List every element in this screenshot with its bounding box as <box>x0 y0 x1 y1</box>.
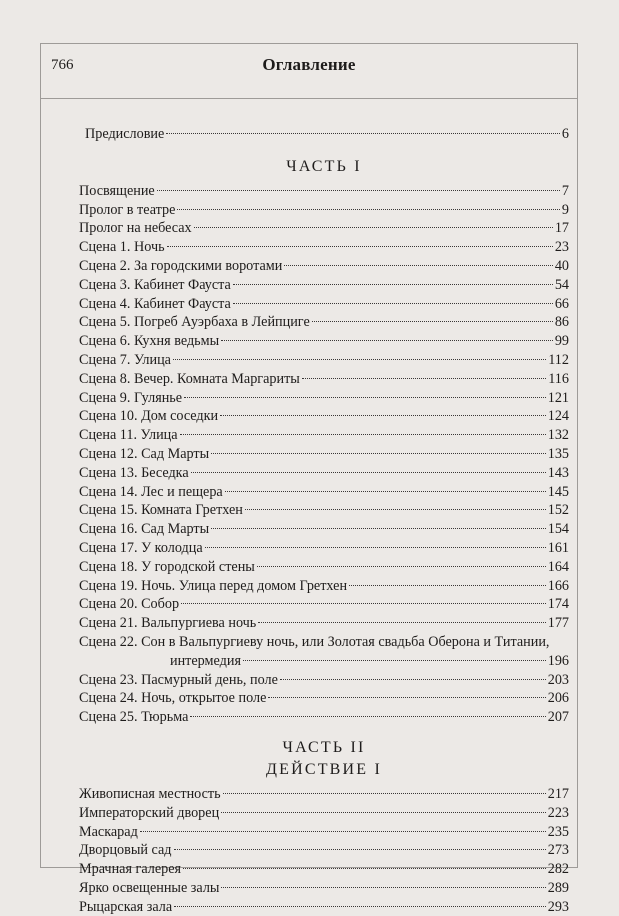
act-heading: ДЕЙСТВИЕ I <box>265 760 382 778</box>
toc-entry[interactable] <box>79 407 569 426</box>
toc-entry-title: Живописная местность <box>79 785 221 802</box>
dot-leader <box>174 906 546 907</box>
toc-entry-title: Сцена 3. Кабинет Фауста <box>79 276 231 293</box>
part1-entries <box>79 182 569 633</box>
dot-leader <box>245 509 546 510</box>
toc-entry-title: Сцена 7. Улица <box>79 351 171 368</box>
dot-leader <box>221 812 546 813</box>
dot-leader <box>220 415 546 416</box>
dot-leader <box>205 547 546 548</box>
toc-entry-page: 289 <box>547 879 569 896</box>
toc-entry[interactable] <box>79 483 569 502</box>
part-heading: ЧАСТЬ I <box>286 157 362 175</box>
toc-entry-page: 143 <box>547 464 569 481</box>
toc-entry-page: 112 <box>548 351 569 368</box>
toc-entry-title: Сцена 18. У городской стены <box>79 558 255 575</box>
dot-leader <box>184 397 546 398</box>
toc-entry-page: 203 <box>547 671 569 688</box>
dot-leader <box>167 246 553 247</box>
toc-entry-page: 66 <box>554 295 569 312</box>
toc-entry[interactable] <box>79 708 569 727</box>
toc-entry[interactable] <box>79 238 569 257</box>
toc-entry[interactable] <box>79 860 569 879</box>
toc-entry-page: 23 <box>554 239 569 256</box>
dot-leader <box>190 716 545 717</box>
dot-leader <box>166 133 560 134</box>
toc-entry-title: Сцена 19. Ночь. Улица перед домом Гретхен <box>79 577 348 594</box>
toc-entry[interactable] <box>79 464 569 483</box>
toc-entry-page: 282 <box>547 861 569 878</box>
toc-entry[interactable] <box>79 295 569 314</box>
dot-leader <box>233 303 553 304</box>
toc-entry-title: Сцена 20. Собор <box>79 596 180 613</box>
toc-entry-page: 124 <box>547 408 569 425</box>
toc-entry[interactable] <box>79 445 569 464</box>
dot-leader <box>223 793 546 794</box>
toc-entry[interactable] <box>79 614 569 633</box>
toc-entry-page: 99 <box>554 333 569 350</box>
toc-entry-title: Сцена 6. Кухня ведьмы <box>79 333 220 350</box>
table-of-contents <box>79 125 569 916</box>
toc-entry-title: Предисловие <box>85 126 165 142</box>
toc-entry[interactable] <box>79 389 569 408</box>
page-number: 766 <box>51 57 74 73</box>
dot-leader <box>181 603 546 604</box>
toc-entry-title: интермедия <box>170 652 241 669</box>
toc-entry[interactable] <box>79 689 569 708</box>
dot-leader <box>174 849 546 850</box>
part2-entries <box>79 785 569 916</box>
page-title: Оглавление <box>262 55 356 74</box>
toc-entry-page: 132 <box>547 427 569 444</box>
dot-leader <box>194 227 553 228</box>
toc-entry-title: Сцена 17. У колодца <box>79 539 203 556</box>
toc-entry[interactable] <box>79 276 569 295</box>
toc-entry-title: Сцена 25. Тюрьма <box>79 709 189 726</box>
toc-entry-title: Сцена 15. Комната Гретхен <box>79 502 243 519</box>
dot-leader <box>302 378 546 379</box>
toc-entry-page: 164 <box>547 558 569 575</box>
dot-leader <box>349 585 546 586</box>
toc-entry-title: Сцена 10. Дом соседки <box>79 408 219 425</box>
toc-entry-page: 54 <box>554 276 569 293</box>
dot-leader <box>173 359 546 360</box>
toc-entry-page: 152 <box>547 502 569 519</box>
dot-leader <box>233 284 553 285</box>
toc-entry-title: Мрачная галерея <box>79 861 182 878</box>
dot-leader <box>258 622 545 623</box>
dot-leader <box>312 321 553 322</box>
toc-entry-title: Рыцарская зала <box>79 898 173 915</box>
toc-entry-page: 17 <box>554 220 569 237</box>
dot-leader <box>211 528 546 529</box>
toc-entry-page: 121 <box>547 389 569 406</box>
toc-entry-page: 174 <box>547 596 569 613</box>
toc-entry[interactable] <box>79 785 569 804</box>
toc-entry-title: Императорский дворец <box>79 804 220 821</box>
toc-entry-page: 293 <box>547 898 569 915</box>
toc-entry-page: 177 <box>547 615 569 632</box>
toc-entry-page: 154 <box>547 521 569 538</box>
toc-entry-page: 7 <box>561 182 569 199</box>
toc-entry[interactable] <box>79 558 569 577</box>
toc-entry-title: Дворцовый сад <box>79 842 172 859</box>
toc-entry-title: Сцена 14. Лес и пещера <box>79 483 223 500</box>
dot-leader <box>268 697 545 698</box>
toc-entry-page: 161 <box>547 539 569 556</box>
toc-entry[interactable] <box>79 257 569 276</box>
dot-leader <box>177 209 560 210</box>
toc-entry-title: Сцена 1. Ночь <box>79 239 165 256</box>
dot-leader <box>180 434 546 435</box>
toc-entry-title: Ярко освещенные залы <box>79 879 220 896</box>
toc-entry[interactable] <box>79 182 569 201</box>
toc-entry-title: Маскарад <box>79 823 138 840</box>
dot-leader <box>183 868 546 869</box>
toc-entry-title: Сцена 12. Сад Марты <box>79 445 210 462</box>
toc-entry-title: Посвящение <box>79 182 155 199</box>
toc-entry[interactable] <box>79 201 569 220</box>
toc-entry-page: 235 <box>547 823 569 840</box>
toc-entry-title: Сцена 22. Сон в Вальпургиеву ночь, или Золотая свадьба Оберона и Титании, <box>79 633 550 650</box>
dot-leader <box>191 472 546 473</box>
toc-entry[interactable] <box>79 426 569 445</box>
toc-entry-page: 40 <box>554 257 569 274</box>
toc-entry-title: Сцена 9. Гулянье <box>79 389 183 406</box>
toc-entry-page: 196 <box>547 652 569 669</box>
toc-entry[interactable] <box>79 633 569 652</box>
toc-entry-page: 6 <box>561 126 569 142</box>
toc-entry-preface[interactable] <box>85 125 569 144</box>
toc-entry-page: 273 <box>547 842 569 859</box>
dot-leader <box>243 660 546 661</box>
toc-entry[interactable] <box>79 351 569 370</box>
toc-entry-page: 217 <box>547 785 569 802</box>
toc-entry-title: Сцена 16. Сад Марты <box>79 521 210 538</box>
toc-entry-title: Пролог на небесах <box>79 220 192 237</box>
toc-entry-page: 166 <box>547 577 569 594</box>
dot-leader <box>280 679 546 680</box>
running-header <box>40 43 578 99</box>
toc-entry[interactable] <box>79 539 569 558</box>
dot-leader <box>257 566 546 567</box>
dot-leader <box>140 831 546 832</box>
toc-entry-title: Сцена 13. Беседка <box>79 464 189 481</box>
toc-entry[interactable] <box>79 332 569 351</box>
toc-entry[interactable] <box>79 879 569 898</box>
toc-entry-page: 116 <box>548 370 569 387</box>
toc-entry[interactable] <box>79 671 569 690</box>
toc-entry-title: Сцена 8. Вечер. Комната Маргариты <box>79 370 300 387</box>
toc-entry-page: 145 <box>547 483 569 500</box>
toc-entry-page: 135 <box>547 445 569 462</box>
toc-entry-continuation[interactable] <box>79 652 569 671</box>
toc-entry-title: Сцена 24. Ночь, открытое поле <box>79 690 267 707</box>
toc-entry-title: Сцена 4. Кабинет Фауста <box>79 295 231 312</box>
toc-entry-page: 206 <box>547 690 569 707</box>
dot-leader <box>284 265 552 266</box>
toc-entry[interactable] <box>79 577 569 596</box>
dot-leader <box>221 340 553 341</box>
toc-entry[interactable] <box>79 898 569 916</box>
toc-entry-title: Сцена 23. Пасмурный день, поле <box>79 671 278 688</box>
toc-entry-page: 86 <box>554 314 569 331</box>
toc-entry-title: Сцена 21. Вальпургиева ночь <box>79 615 257 632</box>
dot-leader <box>225 491 546 492</box>
toc-entry[interactable] <box>79 520 569 539</box>
toc-entry[interactable] <box>79 823 569 842</box>
toc-entry-page: 223 <box>547 804 569 821</box>
toc-entry[interactable] <box>79 595 569 614</box>
toc-entry-title: Сцена 2. За городскими воротами <box>79 257 283 274</box>
toc-entry[interactable] <box>79 370 569 389</box>
toc-entry[interactable] <box>79 219 569 238</box>
toc-entry-title: Сцена 11. Улица <box>79 427 178 444</box>
part-heading: ЧАСТЬ II <box>282 738 366 756</box>
toc-entry-title: Сцена 5. Погреб Ауэрбаха в Лейпциге <box>79 314 310 331</box>
toc-entry-title: Пролог в театре <box>79 201 176 218</box>
dot-leader <box>221 887 545 888</box>
toc-entry[interactable] <box>79 501 569 520</box>
toc-entry[interactable] <box>79 804 569 823</box>
toc-entry[interactable] <box>79 313 569 332</box>
dot-leader <box>211 453 546 454</box>
toc-entry-page: 9 <box>561 201 569 218</box>
toc-entry-page: 207 <box>547 709 569 726</box>
part1-entries-after <box>79 671 569 727</box>
toc-entry[interactable] <box>79 841 569 860</box>
dot-leader <box>157 190 560 191</box>
